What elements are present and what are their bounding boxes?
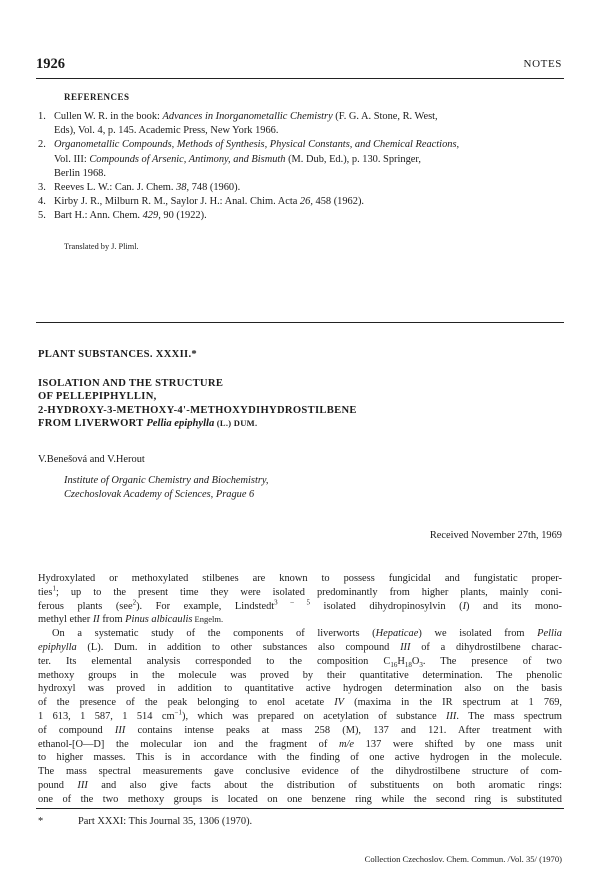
footnote-text: Part XXXI: This Journal 35, 1306 (1970).	[78, 816, 253, 827]
journal-citation: Collection Czechoslov. Chem. Commun. /Vol. 35/ (1970)	[364, 854, 562, 864]
article-body	[38, 572, 562, 807]
page-number: 1926	[36, 56, 65, 72]
series-title: PLANT SUBSTANCES. XXXII.*	[38, 349, 197, 360]
body-line: epiphylla (L). Dum. in addition to other substances also compound III of a dihydrostilbene charac-	[38, 641, 562, 653]
body-line: ter. Its elemental analysis corresponded to the composition $C_{16}H_{18}O_3$. The presence of two	[38, 655, 562, 669]
body-line: ties$^1$; up to the present time they were isolated predominantly from higher plants, mainly coni-	[38, 584, 562, 598]
reference-item: 3. Reeves L. W.: Can. J. Chem. 38, 748 (1960).	[38, 182, 241, 194]
body-line: of the presence of the peak belonging to enol acetate IV (maxima in the IR spectrum at 1 769,	[38, 697, 562, 709]
body-line: ferous plants (see$^2$). For example, Lindstedt$^{3 - 5}$ isolated dihydropinosylvin (I) and its mono-	[38, 598, 563, 612]
article-title: ISOLATION AND THE STRUCTURE OF PELLEPIPHYLLIN, 2-HYDROXY-3-METHOXY-4'-METHOXYDIHYDROSTILBENE FROM LIVERWORT Pellia epiphylla (L.) DUM.	[38, 378, 357, 430]
reference-item: 2. Organometallic Compounds, Methods of Synthesis, Physical Constants, and Chemical Reactions, Vol. III: Compounds of Arsenic, Antimony, and Bismuth (M. Dub, Ed.), p. 130. Springer, Berlin 1968.	[38, 139, 460, 179]
header-rule	[36, 78, 564, 79]
body-line: On a systematic study of the components of liverworts (Hepaticae) we isolated from Pellia	[52, 628, 562, 640]
affiliation: Institute of Organic Chemistry and Biochemistry, Czechoslovak Academy of Sciences, Prague 6	[64, 475, 269, 501]
translator-credit: Translated by J. Pliml.	[64, 242, 139, 251]
body-line: Hydroxylated or methoxylated stilbenes are known to possess fungicidal and fungistatic proper-	[38, 573, 562, 584]
references-heading: REFERENCES	[64, 92, 130, 102]
body-line: methoxy groups in the molecule was proved by their quantitative determination. The phenolic	[38, 669, 562, 681]
body-line: methyl ether II from Pinus albicaulis Engelm.	[38, 614, 224, 626]
body-line: ethanol-[O—D] the molecular ion and the fragment of m/e 137 were shifted by one mass unit	[38, 738, 563, 750]
body-line: 1 613, 1 587, 1 514 $cm^{-1}$), which was prepared on acetylation of substance III. The mass spectrum	[38, 708, 562, 722]
body-line: pound III and also give facts about the distribution of substituents on both aromatic rings:	[38, 779, 563, 791]
reference-item: 4. Kirby J. R., Milburn R. M., Saylor J. H.: Anal. Chim. Acta 26, 458 (1962).	[38, 196, 365, 208]
body-line: The mass spectral measurements gave conclusive evidence of the dihydrostilbene structure of com-	[38, 766, 562, 778]
footnote-rule	[36, 808, 564, 809]
body-line: one of the two methoxy groups is located on one benzene ring while the second ring is substituted	[38, 793, 562, 805]
body-line: hydroxyl was proved in addition to quantitative active hydrogen determination also on the basis	[38, 683, 562, 695]
authors: V.Benešová and V.Herout	[38, 454, 145, 465]
received-date: Received November 27th, 1969	[429, 530, 562, 541]
body-line: of compound III contains intense peaks at mass 258 (M), 137 and 121. After treatment with	[38, 724, 563, 736]
reference-list	[38, 110, 562, 224]
footnote	[38, 816, 252, 827]
article-separator-rule	[36, 322, 564, 323]
reference-item: 5. Bart H.: Ann. Chem. 429, 90 (1922).	[38, 210, 207, 222]
reference-item: 1. Cullen W. R. in the book: Advances in Inorganometallic Chemistry (F. G. A. Stone, R. West, Eds), Vol. 4, p. 145. Academic Press, New York 1966.	[38, 111, 438, 137]
footnote-mark: *	[38, 816, 44, 827]
body-line: to higher masses. This is in accordance with the finding of one active hydrogen in the molecule.	[38, 752, 562, 764]
running-header	[36, 56, 564, 76]
section-label: NOTES	[523, 58, 562, 70]
